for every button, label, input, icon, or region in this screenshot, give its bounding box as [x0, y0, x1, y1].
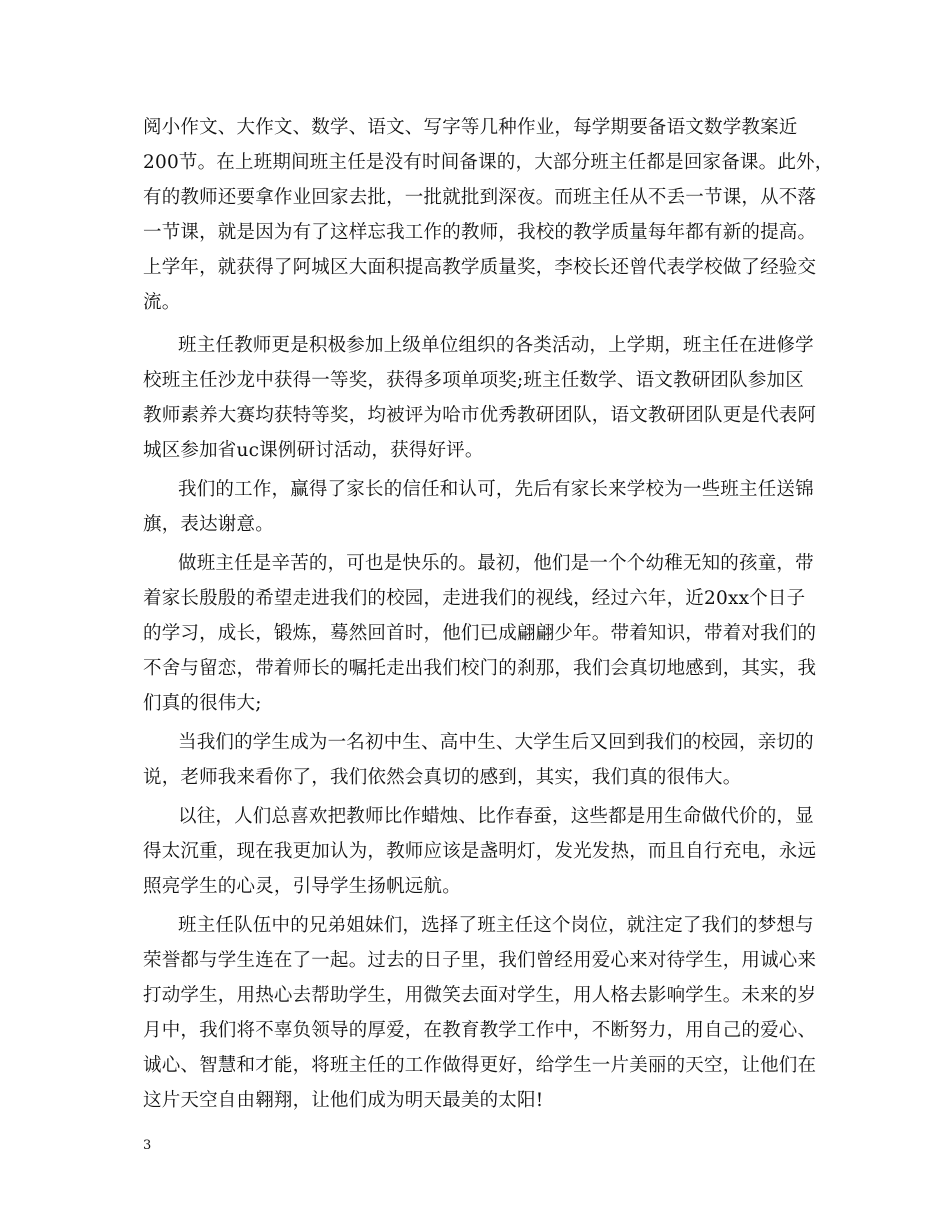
text-line: 班主任队伍中的兄弟姐妹们，选择了班主任这个岗位，就注定了我们的梦想与 — [178, 915, 814, 936]
text-line: 我们的工作，赢得了家长的信任和认可，先后有家长来学校为一些班主任送锦 — [178, 479, 814, 500]
text-line: 们真的很伟大; — [143, 693, 262, 714]
text-line: 阅小作文、大作文、数学、语文、写字等几种作业，每学期要备语文数学教案近 — [143, 117, 798, 138]
text-line: 城区参加省uc课例研讨活动，获得好评。 — [143, 440, 484, 461]
text-line: 说，老师我来看你了，我们依然会真切的感到，其实，我们真的很伟大。 — [143, 767, 742, 788]
text-line: 校班主任沙龙中获得一等奖，获得多项单项奖;班主任数学、语文教研团队参加区 — [143, 370, 804, 391]
text-line: 班主任教师更是积极参加上级单位组织的各类活动，上学期，班主任在进修学 — [178, 335, 814, 356]
text-line: 上学年，就获得了阿城区大面积提高教学质量奖，李校长还曾代表学校做了经验交 — [143, 257, 817, 278]
text-line: 着家长殷殷的希望走进我们的校园，走进我们的视线，经过六年，近20xx个日子 — [143, 588, 806, 609]
text-line: 的学习，成长，锻炼，蓦然回首时，他们已成翩翩少年。带着知识，带着对我们的 — [143, 623, 817, 644]
text-line: 荣誉都与学生连在了一起。过去的日子里，我们曾经用爱心来对待学生，用诚心来 — [143, 950, 817, 971]
text-line: 流。 — [143, 292, 181, 313]
text-line: 这片天空自由翱翔，让他们成为明天最美的太阳! — [143, 1090, 544, 1111]
text-line: 旗，表达谢意。 — [143, 514, 274, 535]
text-line: 以往，人们总喜欢把教师比作蜡烛、比作春蚕，这些都是用生命做代价的，显 — [178, 806, 814, 827]
page-number: 3 — [143, 1138, 152, 1153]
text-line: 诚心、智慧和才能，将班主任的工作做得更好，给学生一片美丽的天空，让他们在 — [143, 1055, 817, 1076]
text-line: 打动学生，用热心去帮助学生，用微笑去面对学生，用人格去影响学生。未来的岁 — [143, 985, 817, 1006]
text-line: 月中，我们将不辜负领导的厚爱，在教育教学工作中，不断努力，用自己的爱心、 — [143, 1020, 817, 1041]
text-line: 当我们的学生成为一名初中生、高中生、大学生后又回到我们的校园，亲切的 — [178, 732, 814, 753]
text-line: 得太沉重，现在我更加认为，教师应该是盏明灯，发光发热，而且自行充电，永远 — [143, 841, 817, 862]
text-line: 200节。在上班期间班主任是没有时间备课的，大部分班主任都是回家备课。此外， — [143, 152, 834, 173]
text-line: 教师素养大赛均获特等奖，均被评为哈市优秀教研团队，语文教研团队更是代表阿 — [143, 405, 817, 426]
text-line: 做班主任是辛苦的，可也是快乐的。最初，他们是一个个幼稚无知的孩童，带 — [178, 553, 814, 574]
text-line: 有的教师还要拿作业回家去批，一批就批到深夜。而班主任从不丢一节课，从不落 — [143, 187, 817, 208]
text-line: 不舍与留恋，带着师长的嘱托走出我们校门的刹那，我们会真切地感到，其实，我 — [143, 658, 817, 679]
text-line: 照亮学生的心灵，引导学生扬帆远航。 — [143, 876, 461, 897]
text-line: 一节课，就是因为有了这样忘我工作的教师，我校的教学质量每年都有新的提高。 — [143, 222, 817, 243]
